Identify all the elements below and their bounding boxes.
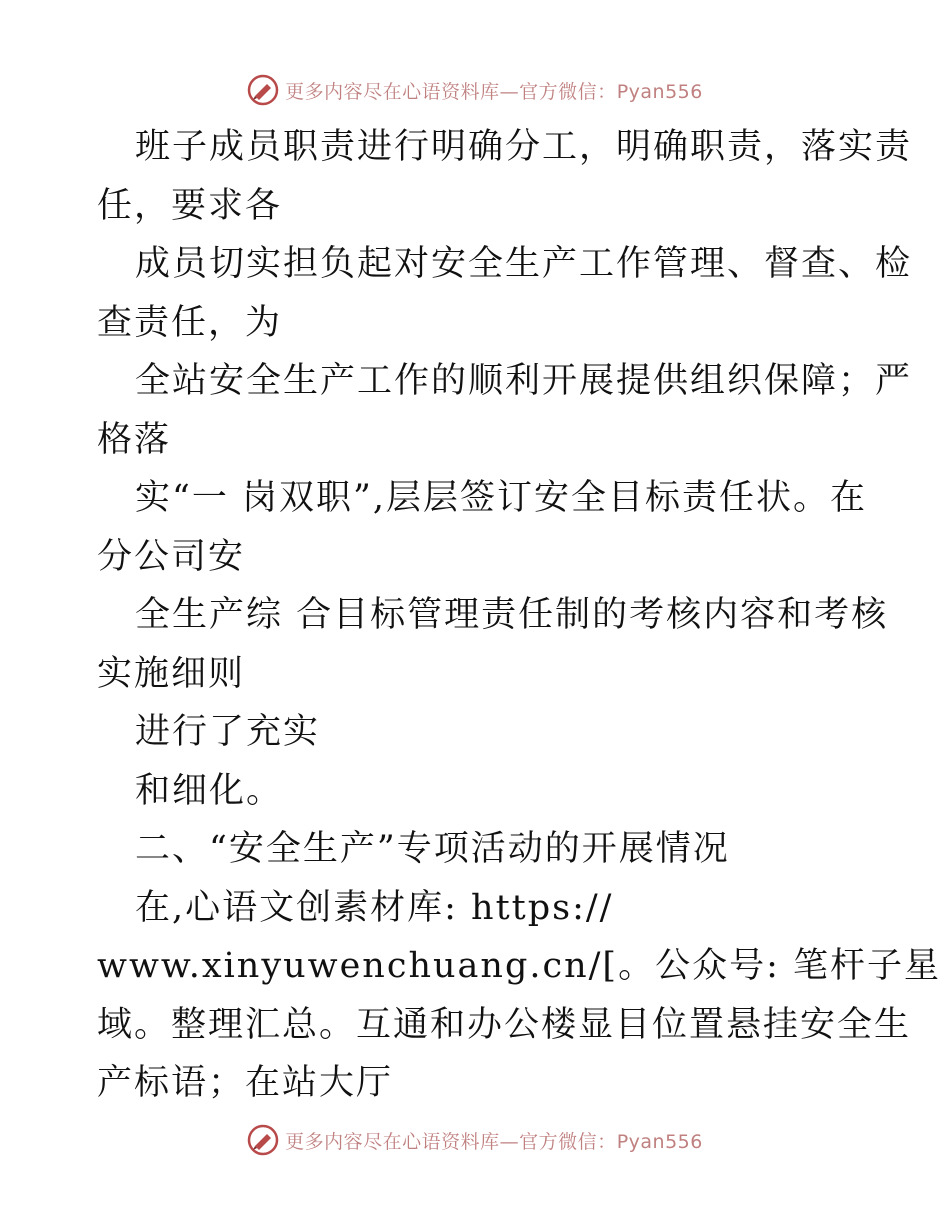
section-heading: 二、“安全生产”专项活动的开展情况 — [135, 829, 730, 869]
body-line: 全生产综 合目标管理责任制的考核内容和考核 — [135, 595, 889, 635]
header-banner — [0, 70, 950, 110]
wechat-label: 官方微信： — [519, 1130, 617, 1153]
body-line: 实“一 岗双职”,层层签订安全目标责任状。在 — [135, 478, 868, 518]
body-line: www.xinyuwenchuang.cn/[。公众号: 笔杆子星 — [97, 946, 941, 986]
wechat-id: Pyan556 — [616, 1130, 703, 1153]
body-line: 格落 — [97, 419, 172, 460]
body-line: 在,心语文创素材库: https:// — [135, 887, 614, 928]
footer-banner-text — [285, 1127, 703, 1154]
body-line: 全站安全生产工作的顺利开展提供组织保障；严 — [135, 361, 913, 401]
brand-text: 更多内容尽在心语资料库 — [285, 80, 500, 103]
pen-logo-icon — [247, 1124, 279, 1156]
pen-logo-icon — [247, 74, 279, 106]
body-line: 分公司安 — [97, 536, 246, 577]
wechat-id: Pyan556 — [616, 80, 703, 103]
body-line: 和细化。 — [135, 770, 284, 811]
document-body — [97, 118, 941, 1113]
brand-text: 更多内容尽在心语资料库 — [285, 1130, 500, 1153]
body-line: 成员切实担负起对安全生产工作管理、督查、检 — [135, 244, 913, 284]
body-line: 任，要求各 — [97, 185, 283, 226]
wechat-label: 官方微信： — [519, 80, 617, 103]
body-line: 实施细则 — [97, 653, 246, 694]
body-line: 班子成员职责进行明确分工，明确职责，落实责 — [135, 127, 913, 167]
footer-banner — [0, 1120, 950, 1160]
body-line: 进行了充实 — [135, 712, 321, 752]
dash: — — [499, 80, 520, 103]
body-line: 查责任，为 — [97, 302, 283, 343]
body-line: 产标语；在站大厅 — [97, 1063, 394, 1103]
body-line: 域。整理汇总。互通和办公楼显目位置悬挂安全生 — [97, 1004, 912, 1045]
dash: — — [499, 1130, 520, 1153]
header-banner-text — [285, 77, 703, 104]
